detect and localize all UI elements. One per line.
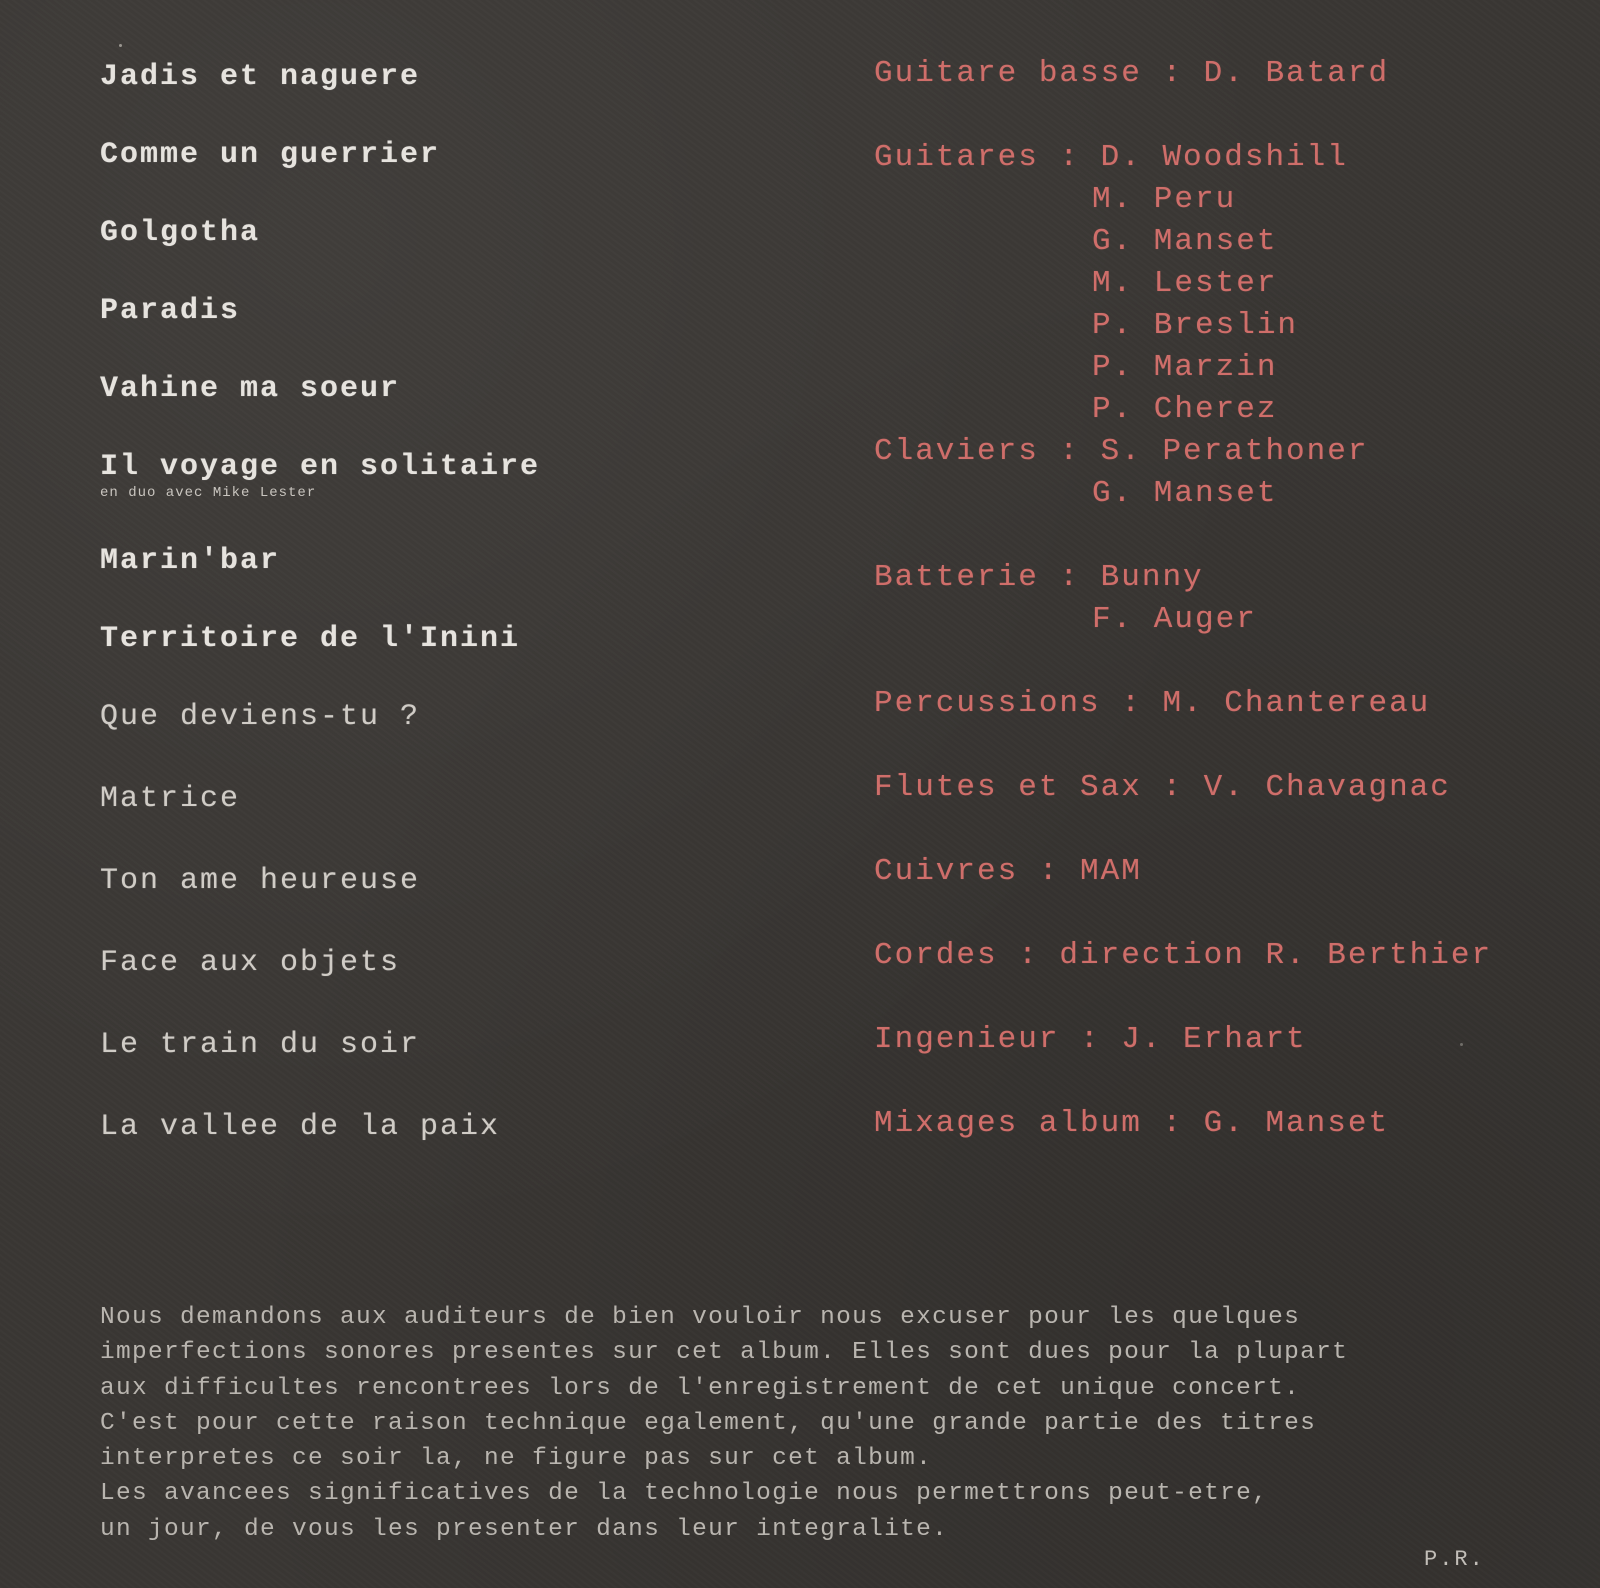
credit-flutes-sax: Flutes et Sax : V. Chavagnac [874, 770, 1451, 805]
credit-percussion: Percussions : M. Chantereau [874, 686, 1431, 721]
credit-guitars-name: M. Lester [1092, 266, 1278, 301]
track-title: La vallee de la paix [100, 1110, 501, 1144]
note-line: un jour, de vous les presenter dans leur integralite. [100, 1515, 949, 1543]
paper-speck [119, 44, 122, 47]
track-title: Golgotha [100, 216, 261, 250]
track-title: Marin'bar [100, 544, 281, 578]
note-line: interpretes ce soir la, ne figure pas sur cet album. [100, 1445, 933, 1473]
credit-brass: Cuivres : MAM [874, 854, 1142, 889]
credit-keyboards: Claviers : S. Perathoner [874, 434, 1369, 469]
credit-keyboards-name: G. Manset [1092, 476, 1278, 511]
track-title: Territoire de l'Inini [100, 622, 521, 656]
track-title: Face aux objets [100, 946, 401, 980]
track-title: Il voyage en solitaire [100, 450, 541, 484]
paper-speck [1460, 1043, 1463, 1046]
track-title: Comme un guerrier [100, 138, 441, 172]
track-title: Ton ame heureuse [100, 864, 421, 898]
credit-guitars-name: P. Marzin [1092, 350, 1278, 385]
track-title: Matrice [100, 782, 241, 816]
credit-mixing: Mixages album : G. Manset [874, 1106, 1390, 1141]
credit-strings: Cordes : direction R. Berthier [874, 938, 1493, 973]
credit-guitars: Guitares : D. Woodshill [874, 140, 1348, 175]
credit-drums: Batterie : Bunny [874, 560, 1204, 595]
apology-note [100, 1300, 1580, 1547]
track-subtitle: en duo avec Mike Lester [100, 485, 317, 501]
note-line: Les avancees significatives de la technologie nous permettrons peut-etre, [100, 1480, 1269, 1508]
note-line: Nous demandons aux auditeurs de bien vouloir nous excuser pour les quelques [100, 1304, 1301, 1331]
credit-drums-name: F. Auger [1092, 602, 1257, 637]
track-title: Paradis [100, 294, 241, 328]
track-title: Jadis et naguere [100, 60, 421, 94]
credit-bass: Guitare basse : D. Batard [874, 56, 1390, 91]
note-line: imperfections sonores presentes sur cet album. Elles sont dues pour la plupart [100, 1339, 1349, 1367]
track-title: Le train du soir [100, 1028, 421, 1062]
note-line: aux difficultes rencontrees lors de l'enregistrement de cet unique concert. [100, 1374, 1301, 1402]
credit-guitars-name: M. Peru [1092, 182, 1237, 217]
signature: P.R. [1424, 1547, 1485, 1572]
credit-guitars-name: P. Breslin [1092, 308, 1299, 343]
credit-guitars-name: P. Cherez [1092, 392, 1278, 427]
credit-engineer: Ingenieur : J. Erhart [874, 1022, 1307, 1057]
credit-guitars-name: G. Manset [1092, 224, 1278, 259]
track-title: Que deviens-tu ? [100, 700, 421, 734]
note-line: C'est pour cette raison technique egalement, qu'une grande partie des titres [100, 1409, 1317, 1437]
track-title: Vahine ma soeur [100, 372, 401, 406]
